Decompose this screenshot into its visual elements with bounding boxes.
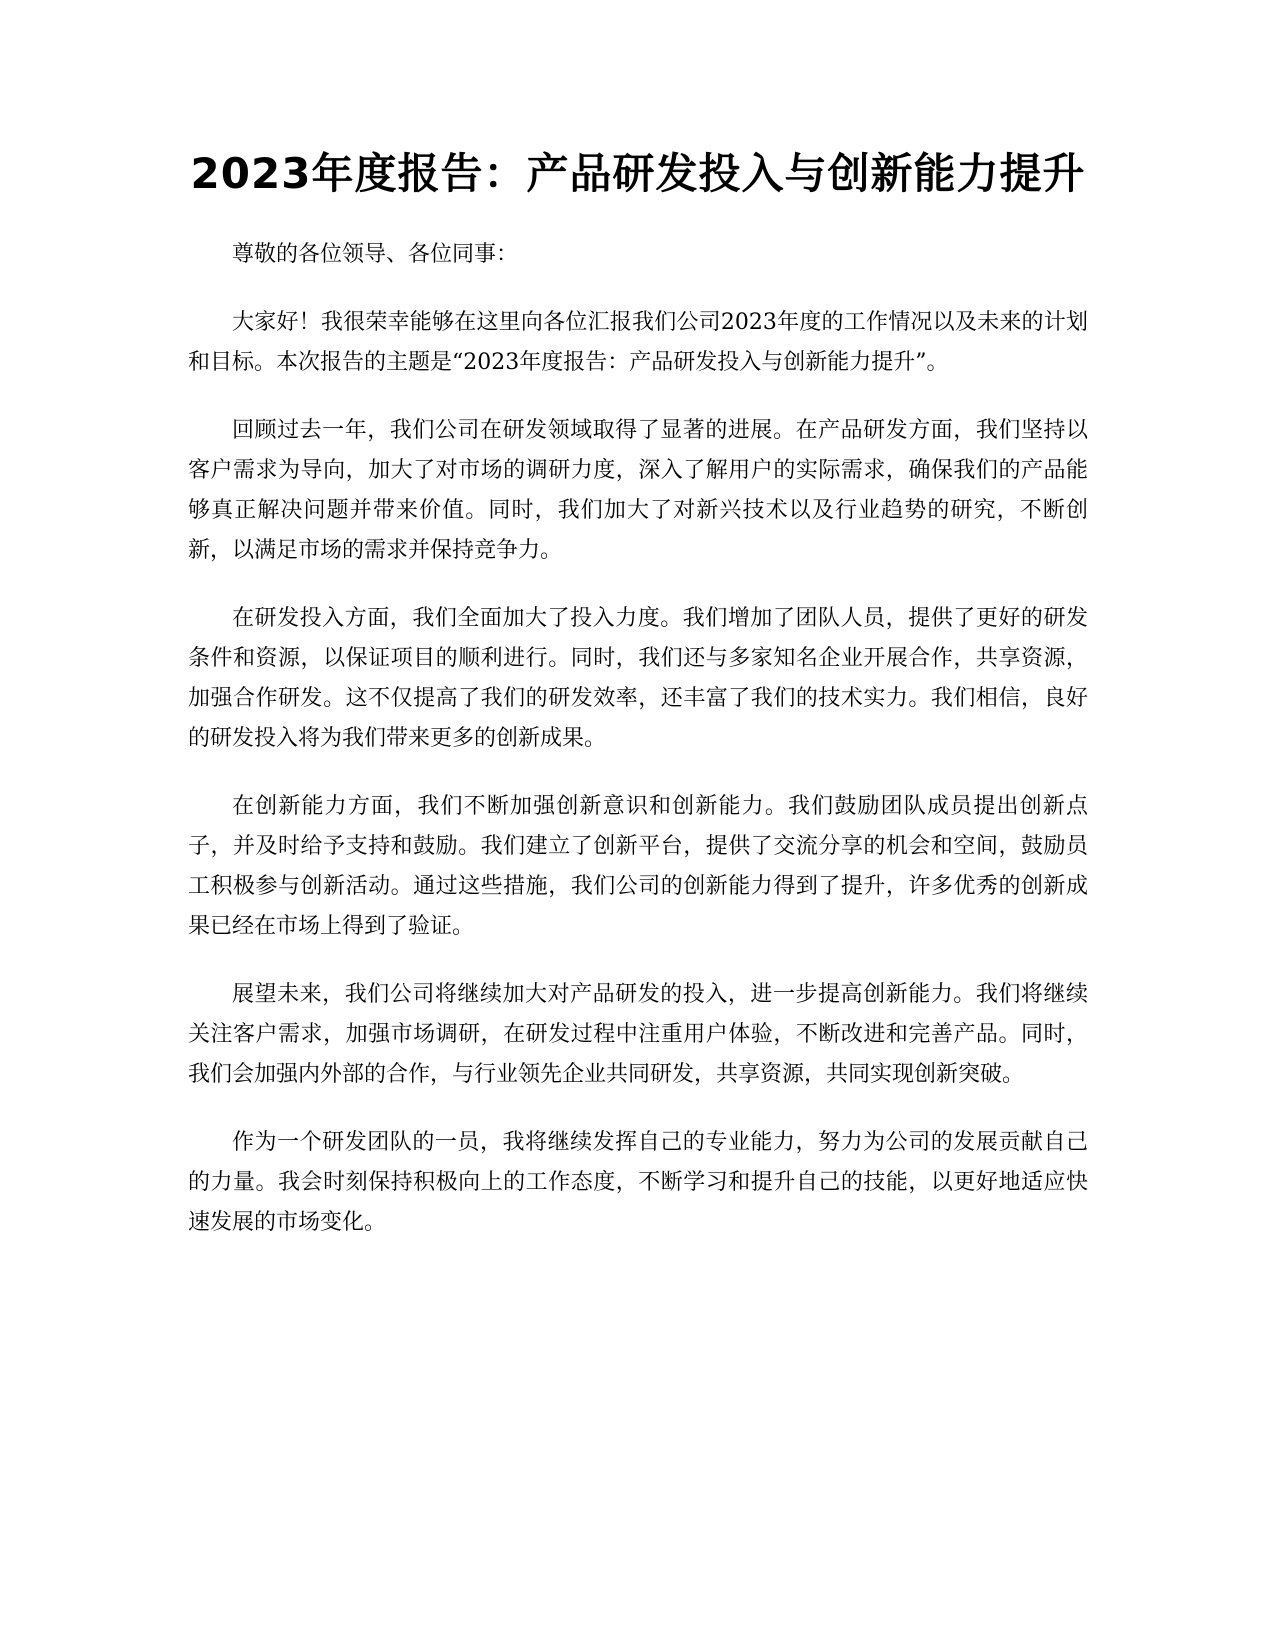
paragraph-outlook: 展望未来，我们公司将继续加大对产品研发的投入，进一步提高创新能力。我们将继续关注客户需求，加强市场调研，在研发过程中注重用户体验，不断改进和完善产品。同时，我们会加强内外部的合作，与行业领先企业共同研发，共享资源，共同实现创新突破。 <box>188 982 1088 1087</box>
paragraph-greeting: 大家好！我很荣幸能够在这里向各位汇报我们公司2023年度的工作情况以及未来的计划和目标。本次报告的主题是“2023年度报告：产品研发投入与创新能力提升”。 <box>188 310 1088 375</box>
paragraph-review: 回顾过去一年，我们公司在研发领域取得了显著的进展。在产品研发方面，我们坚持以客户需求为导向，加大了对市场的调研力度，深入了解用户的实际需求，确保我们的产品能够真正解决问题并带来价值。同时，我们加大了对新兴技术以及行业趋势的研究，不断创新，以满足市场的需求并保持竞争力。 <box>188 418 1088 563</box>
paragraph-rd-investment: 在研发投入方面，我们全面加大了投入力度。我们增加了团队人员，提供了更好的研发条件和资源，以保证项目的顺利进行。同时，我们还与多家知名企业开展合作，共享资源，加强合作研发。这不仅提高了我们的研发效率，还丰富了我们的技术实力。我们相信，良好的研发投入将为我们带来更多的创新成果。 <box>188 606 1088 751</box>
document-body <box>188 142 1088 1271</box>
paragraph-innovation: 在创新能力方面，我们不断加强创新意识和创新能力。我们鼓励团队成员提出创新点子，并及时给予支持和鼓励。我们建立了创新平台，提供了交流分享的机会和空间，鼓励员工积极参与创新活动。通过这些措施，我们公司的创新能力得到了提升，许多优秀的创新成果已经在市场上得到了验证。 <box>188 794 1088 939</box>
salutation: 尊敬的各位领导、各位同事： <box>232 242 519 267</box>
paragraph-commitment: 作为一个研发团队的一员，我将继续发挥自己的专业能力，努力为公司的发展贡献自己的力量。我会时刻保持积极向上的工作态度，不断学习和提升自己的技能，以更好地适应快速发展的市场变化。 <box>188 1130 1088 1235</box>
document-title: 2023年度报告：产品研发投入与创新能力提升 <box>190 149 1086 198</box>
